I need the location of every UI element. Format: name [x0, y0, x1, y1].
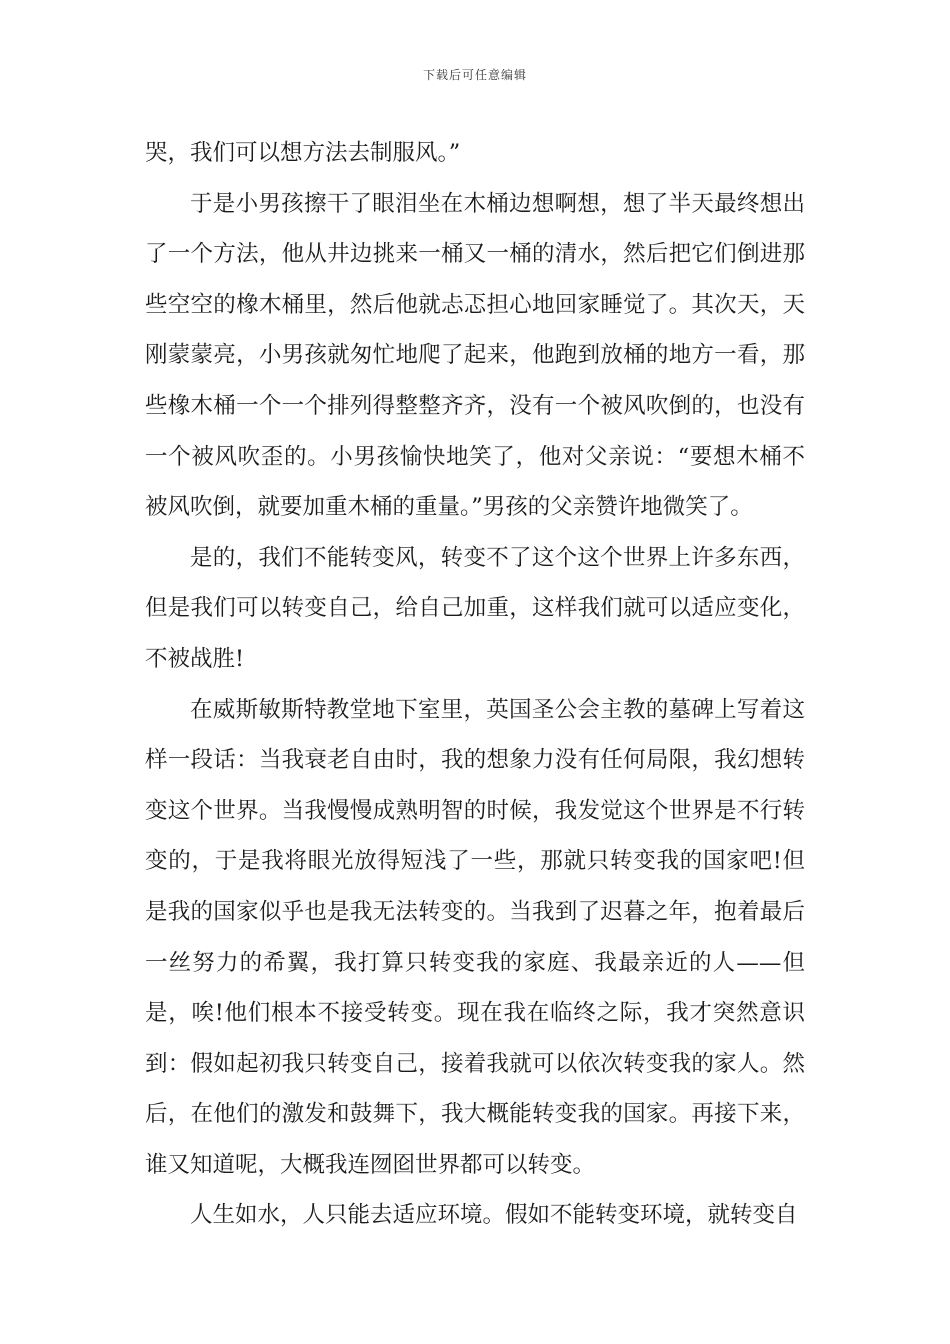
paragraph-2: 于是小男孩擦干了眼泪坐在木桶边想啊想，想了半天最终想出了一个方法，他从井边挑来一桶又一桶的清水，然后把它们倒进那些空空的橡木桶里，然后他就忐忑担心地回家睡觉了。其次天，天刚蒙蒙亮，小男孩就匆忙地爬了起来，他跑到放桶的地方一看，那些橡木桶一个一个排列得整整齐齐，没有一个被风吹倒的，也没有一个被风吹歪的。小男孩愉快地笑了，他对父亲说：“要想木桶不被风吹倒，就要加重木桶的重量。”男孩的父亲赞许地微笑了。 — [145, 190, 805, 521]
paragraph-3: 是的，我们不能转变风，转变不了这个这个世界上许多东西，但是我们可以转变自己，给自己加重，这样我们就可以适应变化，不被战胜! — [145, 544, 805, 672]
paragraph-5: 人生如水，人只能去适应环境。假如不能转变环境，就转变自 — [190, 1202, 798, 1229]
paragraph-1: 哭，我们可以想方法去制服风。” — [145, 140, 461, 166]
paragraph-4: 在威斯敏斯特教堂地下室里，英国圣公会主教的墓碑上写着这样一段话：当我衰老自由时，我的想象力没有任何局限，我幻想转变这个世界。当我慢慢成熟明智的时候，我发觉这个世界是不行转变的，于是我将眼光放得短浅了一些，那就只转变我的国家吧!但是我的国家似乎也是我无法转变的。当我到了迟暮之年，抱着最后一丝努力的希翼，我打算只转变我的家庭、我最亲近的人——但是，唉!他们根本不接受转变。现在我在临终之际，我才突然意识到：假如起初我只转变自己，接着我就可以依次转变我的家人。然后，在他们的激发和鼓舞下，我大概能转变我的国家。再接下来，谁又知道呢，大概我连囫囵世界都可以转变。 — [145, 696, 805, 1178]
page-header: 下载后可任意编辑 — [422, 68, 527, 82]
document-body — [145, 128, 805, 1241]
